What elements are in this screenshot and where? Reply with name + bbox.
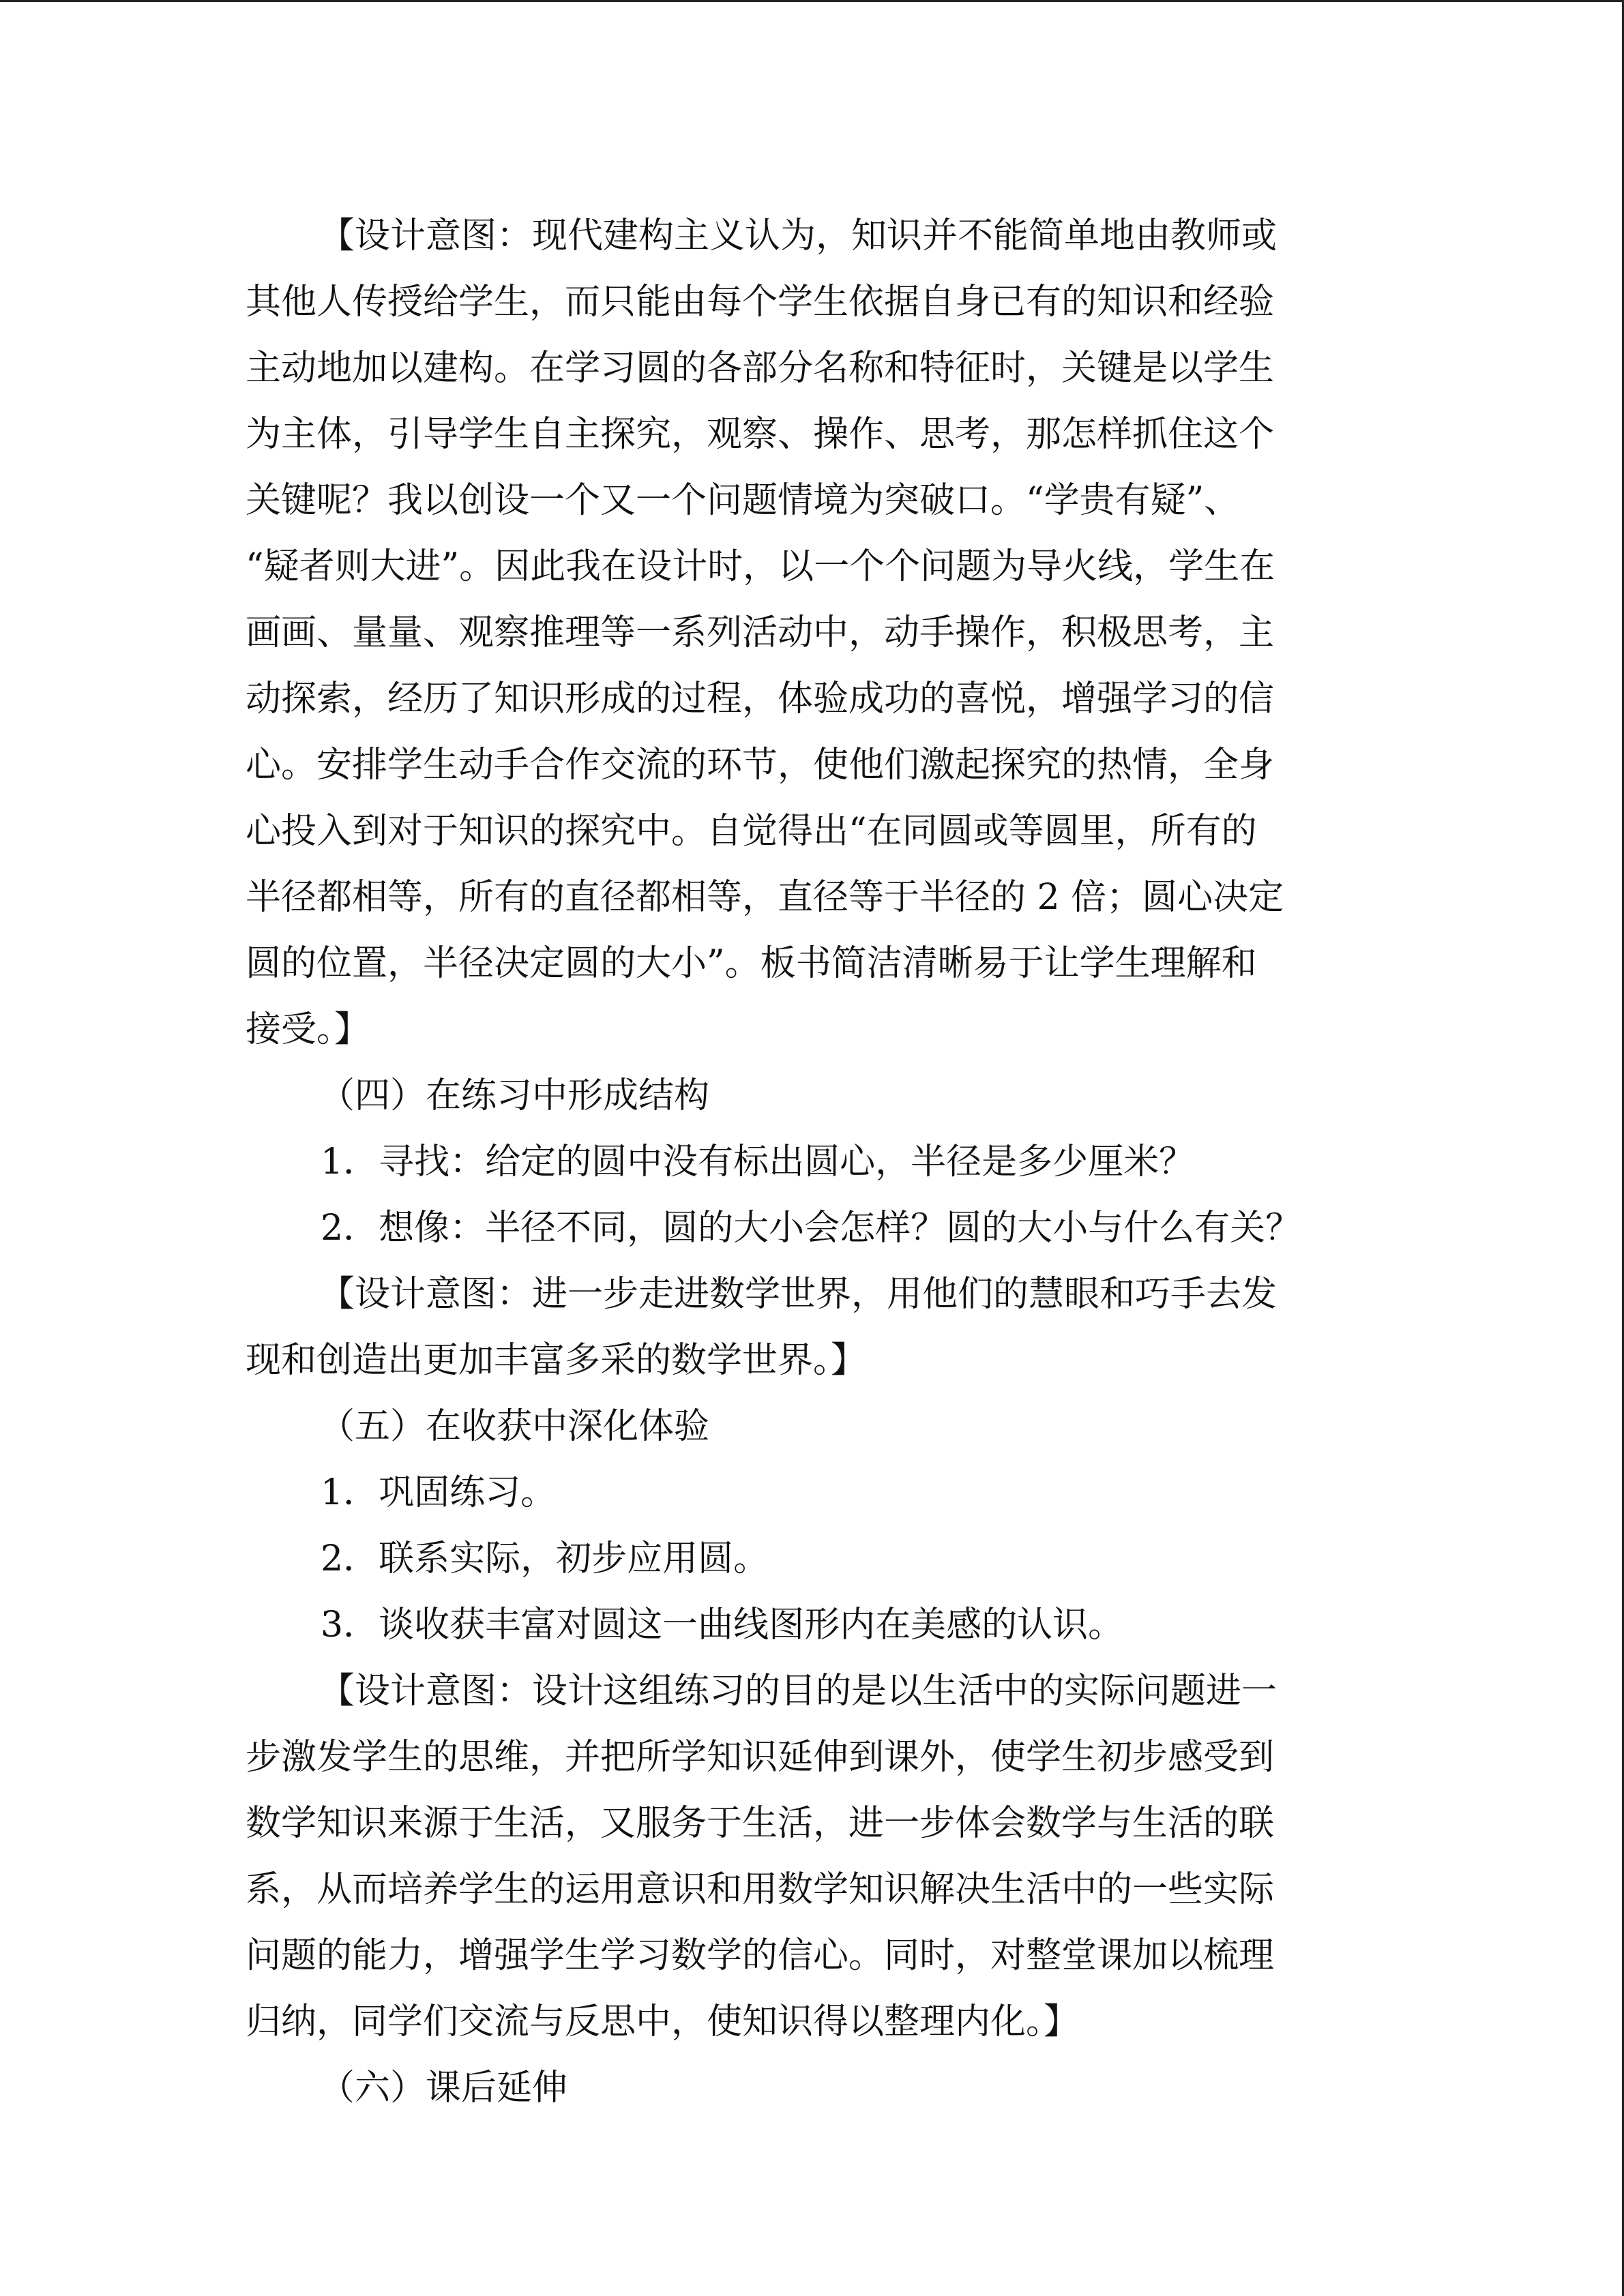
list-item: 1．巩固练习。: [321, 1472, 557, 1513]
paragraph-line: 心。安排学生动手合作交流的环节，使他们激起探究的热情，全身: [246, 745, 1275, 786]
list-item: 1．寻找：给定的圆中没有标出圆心，半径是多少厘米？: [321, 1142, 1195, 1182]
list-item: 2．联系实际，初步应用圆。: [321, 1538, 769, 1579]
paragraph-line: 【设计意图：进一步走进数学世界，用他们的慧眼和巧手去发: [319, 1274, 1278, 1315]
paragraph-line: “疑者则大进”。因此我在设计时，以一个个问题为导火线，学生在: [246, 546, 1275, 587]
paragraph-line: 动探索，经历了知识形成的过程，体验成功的喜悦，增强学习的信: [246, 679, 1275, 719]
paragraph-line: 【设计意图：设计这组练习的目的是以生活中的实际问题进一: [319, 1671, 1278, 1712]
paragraph-line: 【设计意图：现代建构主义认为，知识并不能简单地由教师或: [319, 215, 1278, 256]
paragraph-line: 主动地加以建构。在学习圆的各部分名称和特征时，关键是以学生: [246, 348, 1275, 389]
paragraph-line: 关键呢？我以创设一个又一个问题情境为突破口。“学贵有疑”、: [246, 480, 1240, 521]
paragraph-line: 步激发学生的思维，并把所学知识延伸到课外，使学生初步感受到: [246, 1737, 1275, 1778]
paragraph-line: 圆的位置，半径决定圆的大小”。板书简洁清晰易于让学生理解和: [246, 943, 1257, 984]
list-item: 2．想像：半径不同，圆的大小会怎样？圆的大小与什么有关？: [321, 1208, 1301, 1249]
paragraph-line: 半径都相等，所有的直径都相等，直径等于半径的 2 倍；圆心决定: [246, 877, 1284, 918]
paragraph-line: 数学知识来源于生活，又服务于生活，进一步体会数学与生活的联: [246, 1803, 1275, 1844]
paragraph-line: 心投入到对于知识的探究中。自觉得出“在同圆或等圆里，所有的: [246, 811, 1257, 852]
paragraph-line: 接受。】: [246, 1009, 370, 1050]
section-heading: （六）课后延伸: [319, 2068, 568, 2108]
paragraph-line: 为主体，引导学生自主探究，观察、操作、思考，那怎样抓住这个: [246, 414, 1275, 455]
paragraph-line: 归纳，同学们交流与反思中，使知识得以整理内化。】: [246, 2001, 1080, 2042]
paragraph-line: 其他人传授给学生，而只能由每个学生依据自身已有的知识和经验: [246, 282, 1275, 323]
paragraph-line: 画画、量量、观察推理等一系列活动中，动手操作，积极思考，主: [246, 612, 1275, 653]
paragraph-line: 现和创造出更加丰富多采的数学世界。】: [246, 1340, 867, 1381]
section-heading: （四）在练习中形成结构: [319, 1075, 710, 1116]
section-heading: （五）在收获中深化体验: [319, 1406, 710, 1447]
paragraph-line: 系，从而培养学生的运用意识和用数学知识解决生活中的一些实际: [246, 1869, 1275, 1910]
list-item: 3．谈收获丰富对圆这一曲线图形内在美感的认识。: [321, 1605, 1124, 1645]
paragraph-line: 问题的能力，增强学生学习数学的信心。同时，对整堂课加以梳理: [246, 1935, 1275, 1976]
